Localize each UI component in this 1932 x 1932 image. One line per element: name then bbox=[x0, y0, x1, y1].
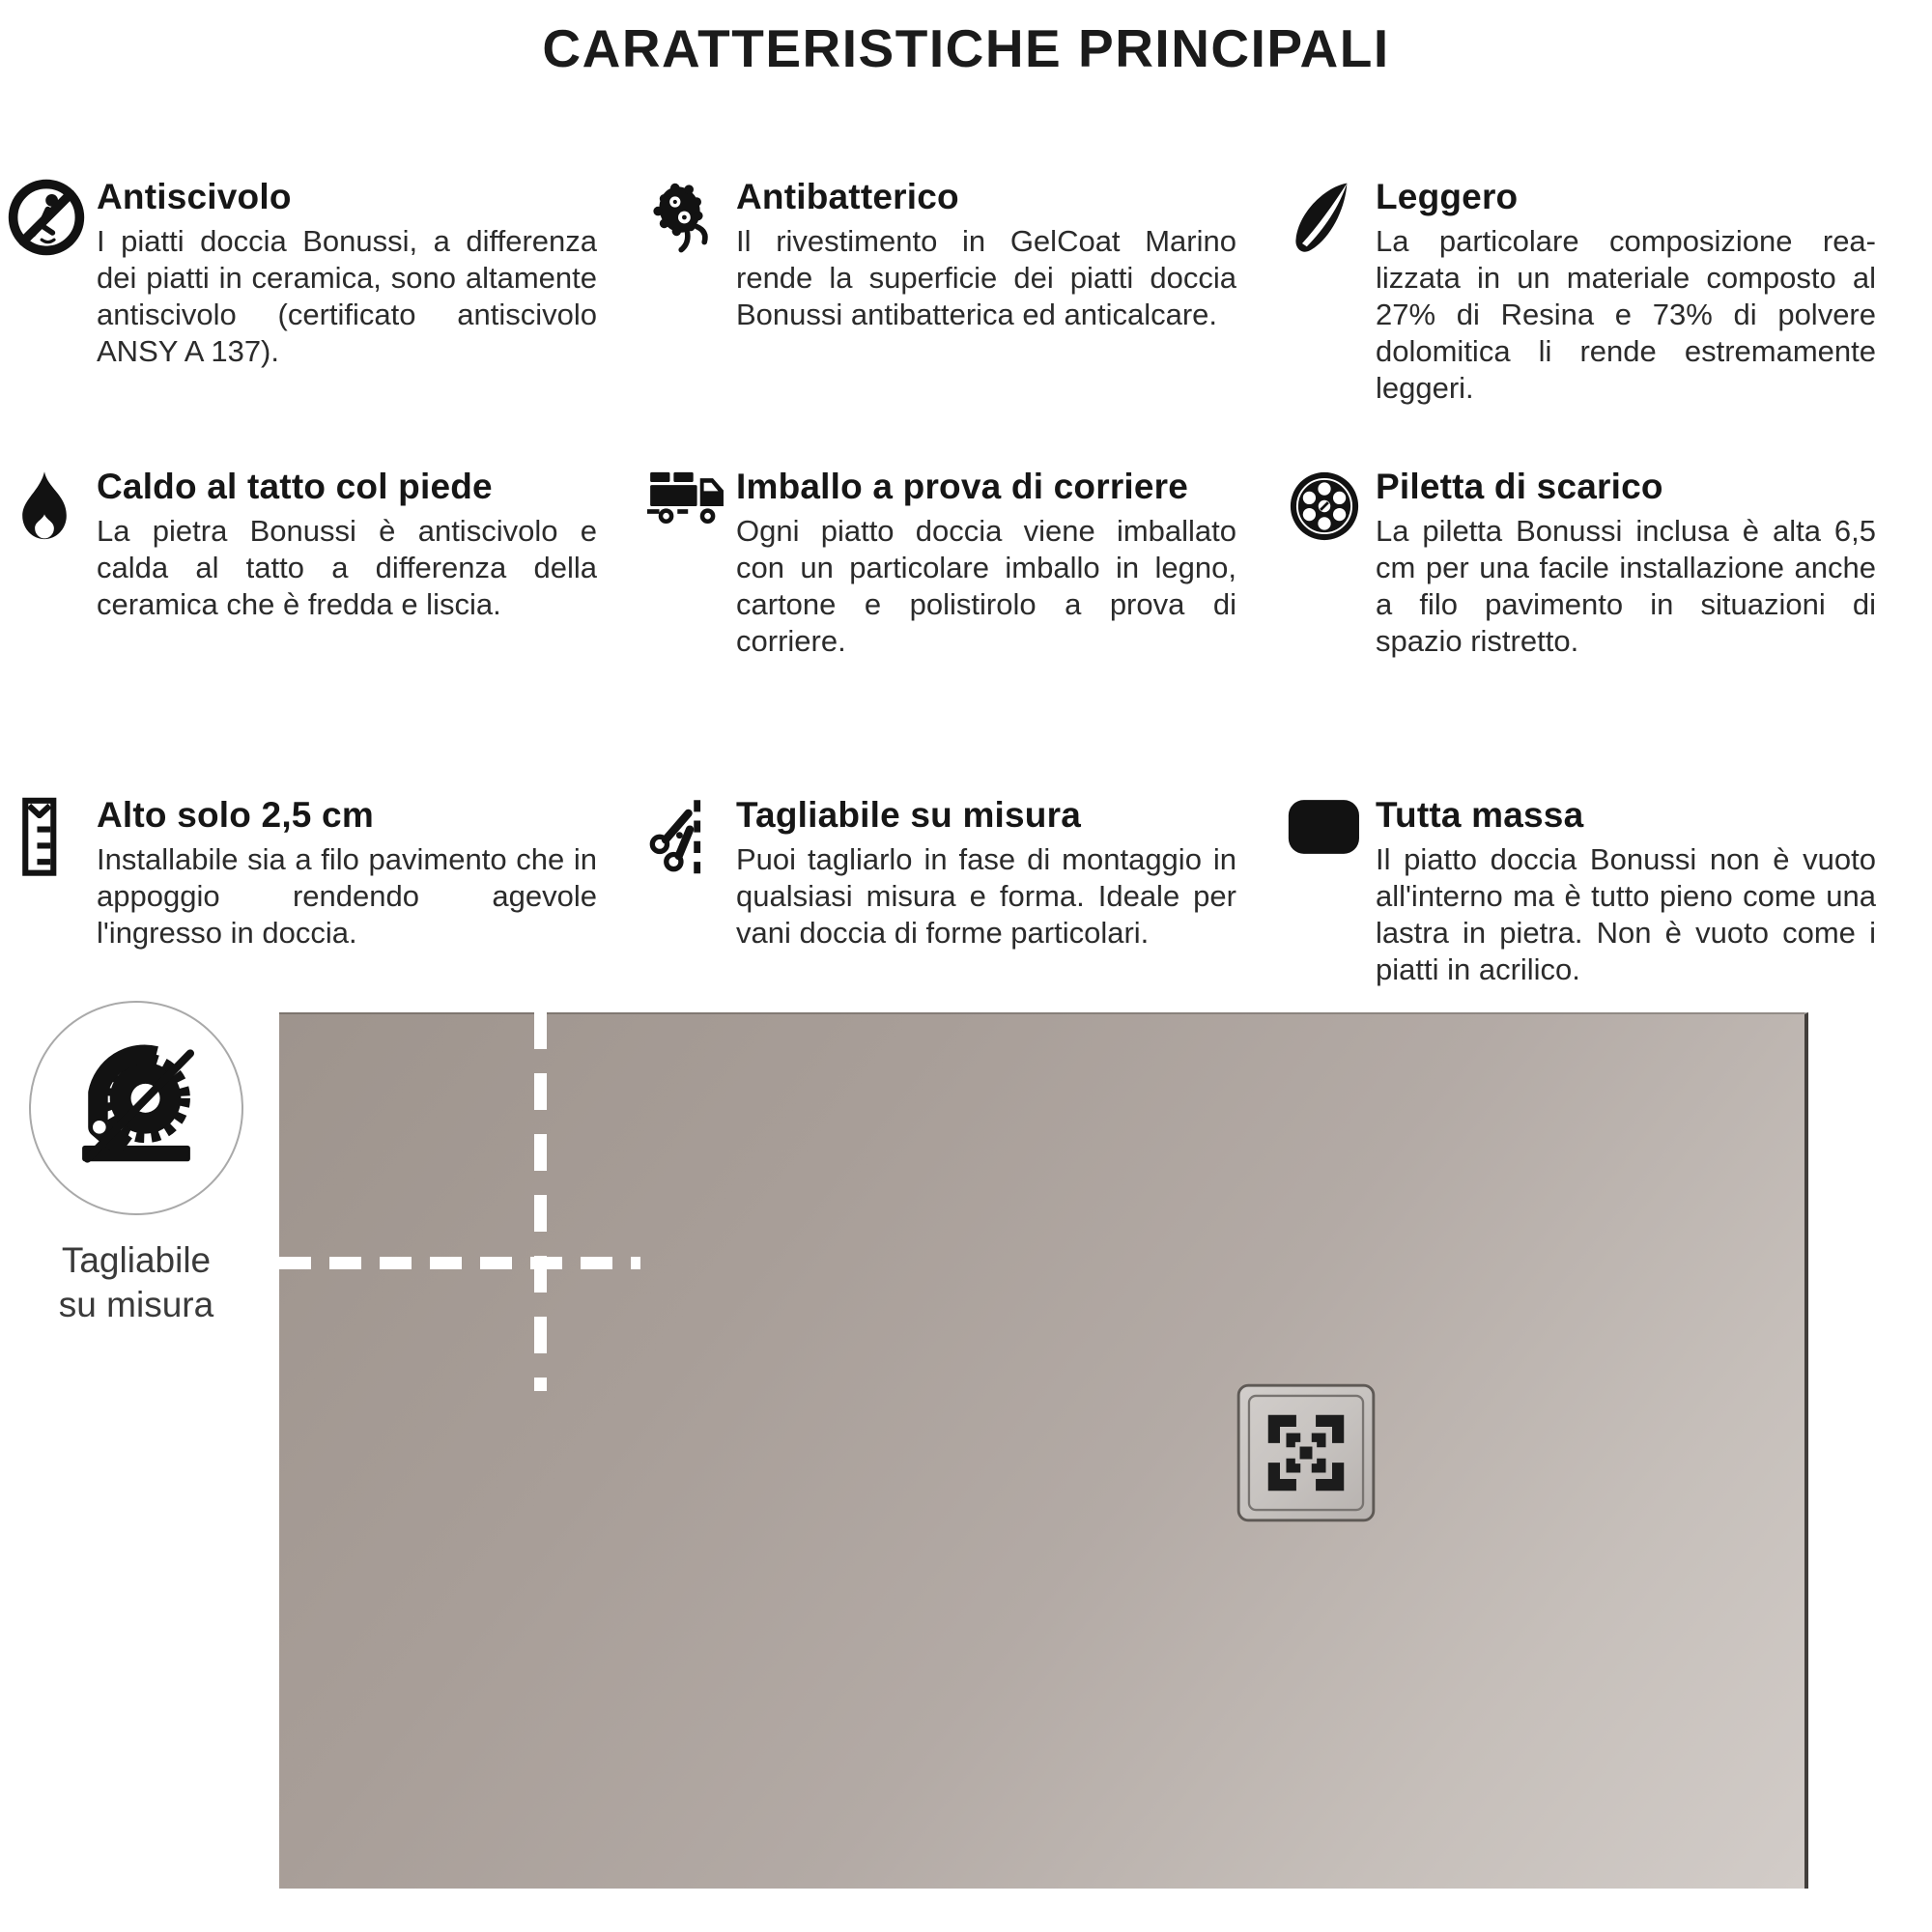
feature-heading: Tutta massa bbox=[1376, 795, 1584, 835]
features-grid bbox=[8, 177, 1926, 988]
cut-line-vertical bbox=[534, 1012, 547, 1391]
drain-icon bbox=[1287, 467, 1376, 544]
feature-body: Ogni piatto doccia viene imballato con un particolare imballo in legno, cartone e polistirolo a prova di corriere. bbox=[736, 514, 1236, 658]
feature-heading: Antibatterico bbox=[736, 177, 959, 216]
flame-icon bbox=[8, 467, 97, 550]
feature-tagliabile bbox=[647, 795, 1287, 988]
feature-body: Il piatto doccia Bonussi non è vuoto all'interno ma è tutto pieno come una lastra in pietra. Non è vuoto come i piatti in acrilico. bbox=[1376, 842, 1876, 986]
feature-imballo bbox=[647, 467, 1287, 795]
feature-heading: Tagliabile su misura bbox=[736, 795, 1081, 835]
shower-tray-photo bbox=[279, 1012, 1808, 1889]
drain-cover bbox=[1236, 1383, 1376, 1522]
cut-line-horizontal bbox=[279, 1257, 640, 1269]
cut-badge-circle bbox=[29, 1001, 243, 1215]
cut-badge-caption-line1: Tagliabile bbox=[61, 1240, 212, 1280]
feature-heading: Caldo al tatto col piede bbox=[97, 467, 493, 506]
delivery-truck-icon bbox=[647, 467, 736, 530]
feature-body: La piletta Bonussi inclusa è alta 6,5 cm per una facile installazione anche a filo pavimento in situazioni di spazio ristretto. bbox=[1376, 514, 1876, 658]
feature-body: Il rivestimento in GelCoat Marino rende la superficie dei piatti doccia Bonussi antibatterica ed anticalcare. bbox=[736, 224, 1236, 331]
feature-heading: Imballo a prova di corriere bbox=[736, 467, 1189, 506]
feature-body: La particolare composizione realizzata in un materiale composto al 27% di Resina e 73% di polvere dolomitica li rende estremamente leggeri. bbox=[1376, 224, 1876, 405]
feature-leggero bbox=[1287, 177, 1926, 467]
ruler-icon bbox=[8, 795, 97, 878]
feature-caldo-al-tatto bbox=[8, 467, 647, 795]
cut-badge-caption-line2: su misura bbox=[58, 1285, 214, 1324]
feature-tutta-massa bbox=[1287, 795, 1926, 988]
feature-heading: Piletta di scarico bbox=[1376, 467, 1663, 506]
bacteria-icon bbox=[647, 177, 736, 256]
feature-heading: Antiscivolo bbox=[97, 177, 292, 216]
cut-badge-caption bbox=[8, 1238, 265, 1327]
feature-antiscivolo bbox=[8, 177, 647, 467]
no-slip-icon bbox=[8, 177, 97, 256]
feature-body: Puoi tagliarlo in fase di montaggio in qualsiasi misura e forma. Ideale per vani doccia di forme particolari. bbox=[736, 842, 1236, 950]
page-title: CARATTERISTICHE PRINCIPALI bbox=[542, 18, 1390, 78]
feature-piletta bbox=[1287, 467, 1926, 795]
scissors-icon bbox=[647, 795, 736, 878]
feature-body: La pietra Bonussi è antiscivolo e calda al tatto a differenza della ceramica che è fredda e liscia. bbox=[97, 514, 597, 621]
feature-antibatterico bbox=[647, 177, 1287, 467]
circular-saw-icon bbox=[64, 1038, 209, 1179]
feature-heading: Leggero bbox=[1376, 177, 1519, 216]
feature-body: I piatti doccia Bonussi, a differenza dei piatti in ceramica, sono altamente antiscivolo (certificato antiscivolo ANSY A 137). bbox=[97, 224, 597, 368]
solid-mass-icon bbox=[1287, 795, 1376, 857]
feather-icon bbox=[1287, 177, 1376, 262]
feature-alto-solo bbox=[8, 795, 647, 988]
feature-heading: Alto solo 2,5 cm bbox=[97, 795, 374, 835]
feature-body: Installabile sia a filo pavimento che in appoggio rendendo agevole l'ingresso in doccia. bbox=[97, 842, 597, 950]
